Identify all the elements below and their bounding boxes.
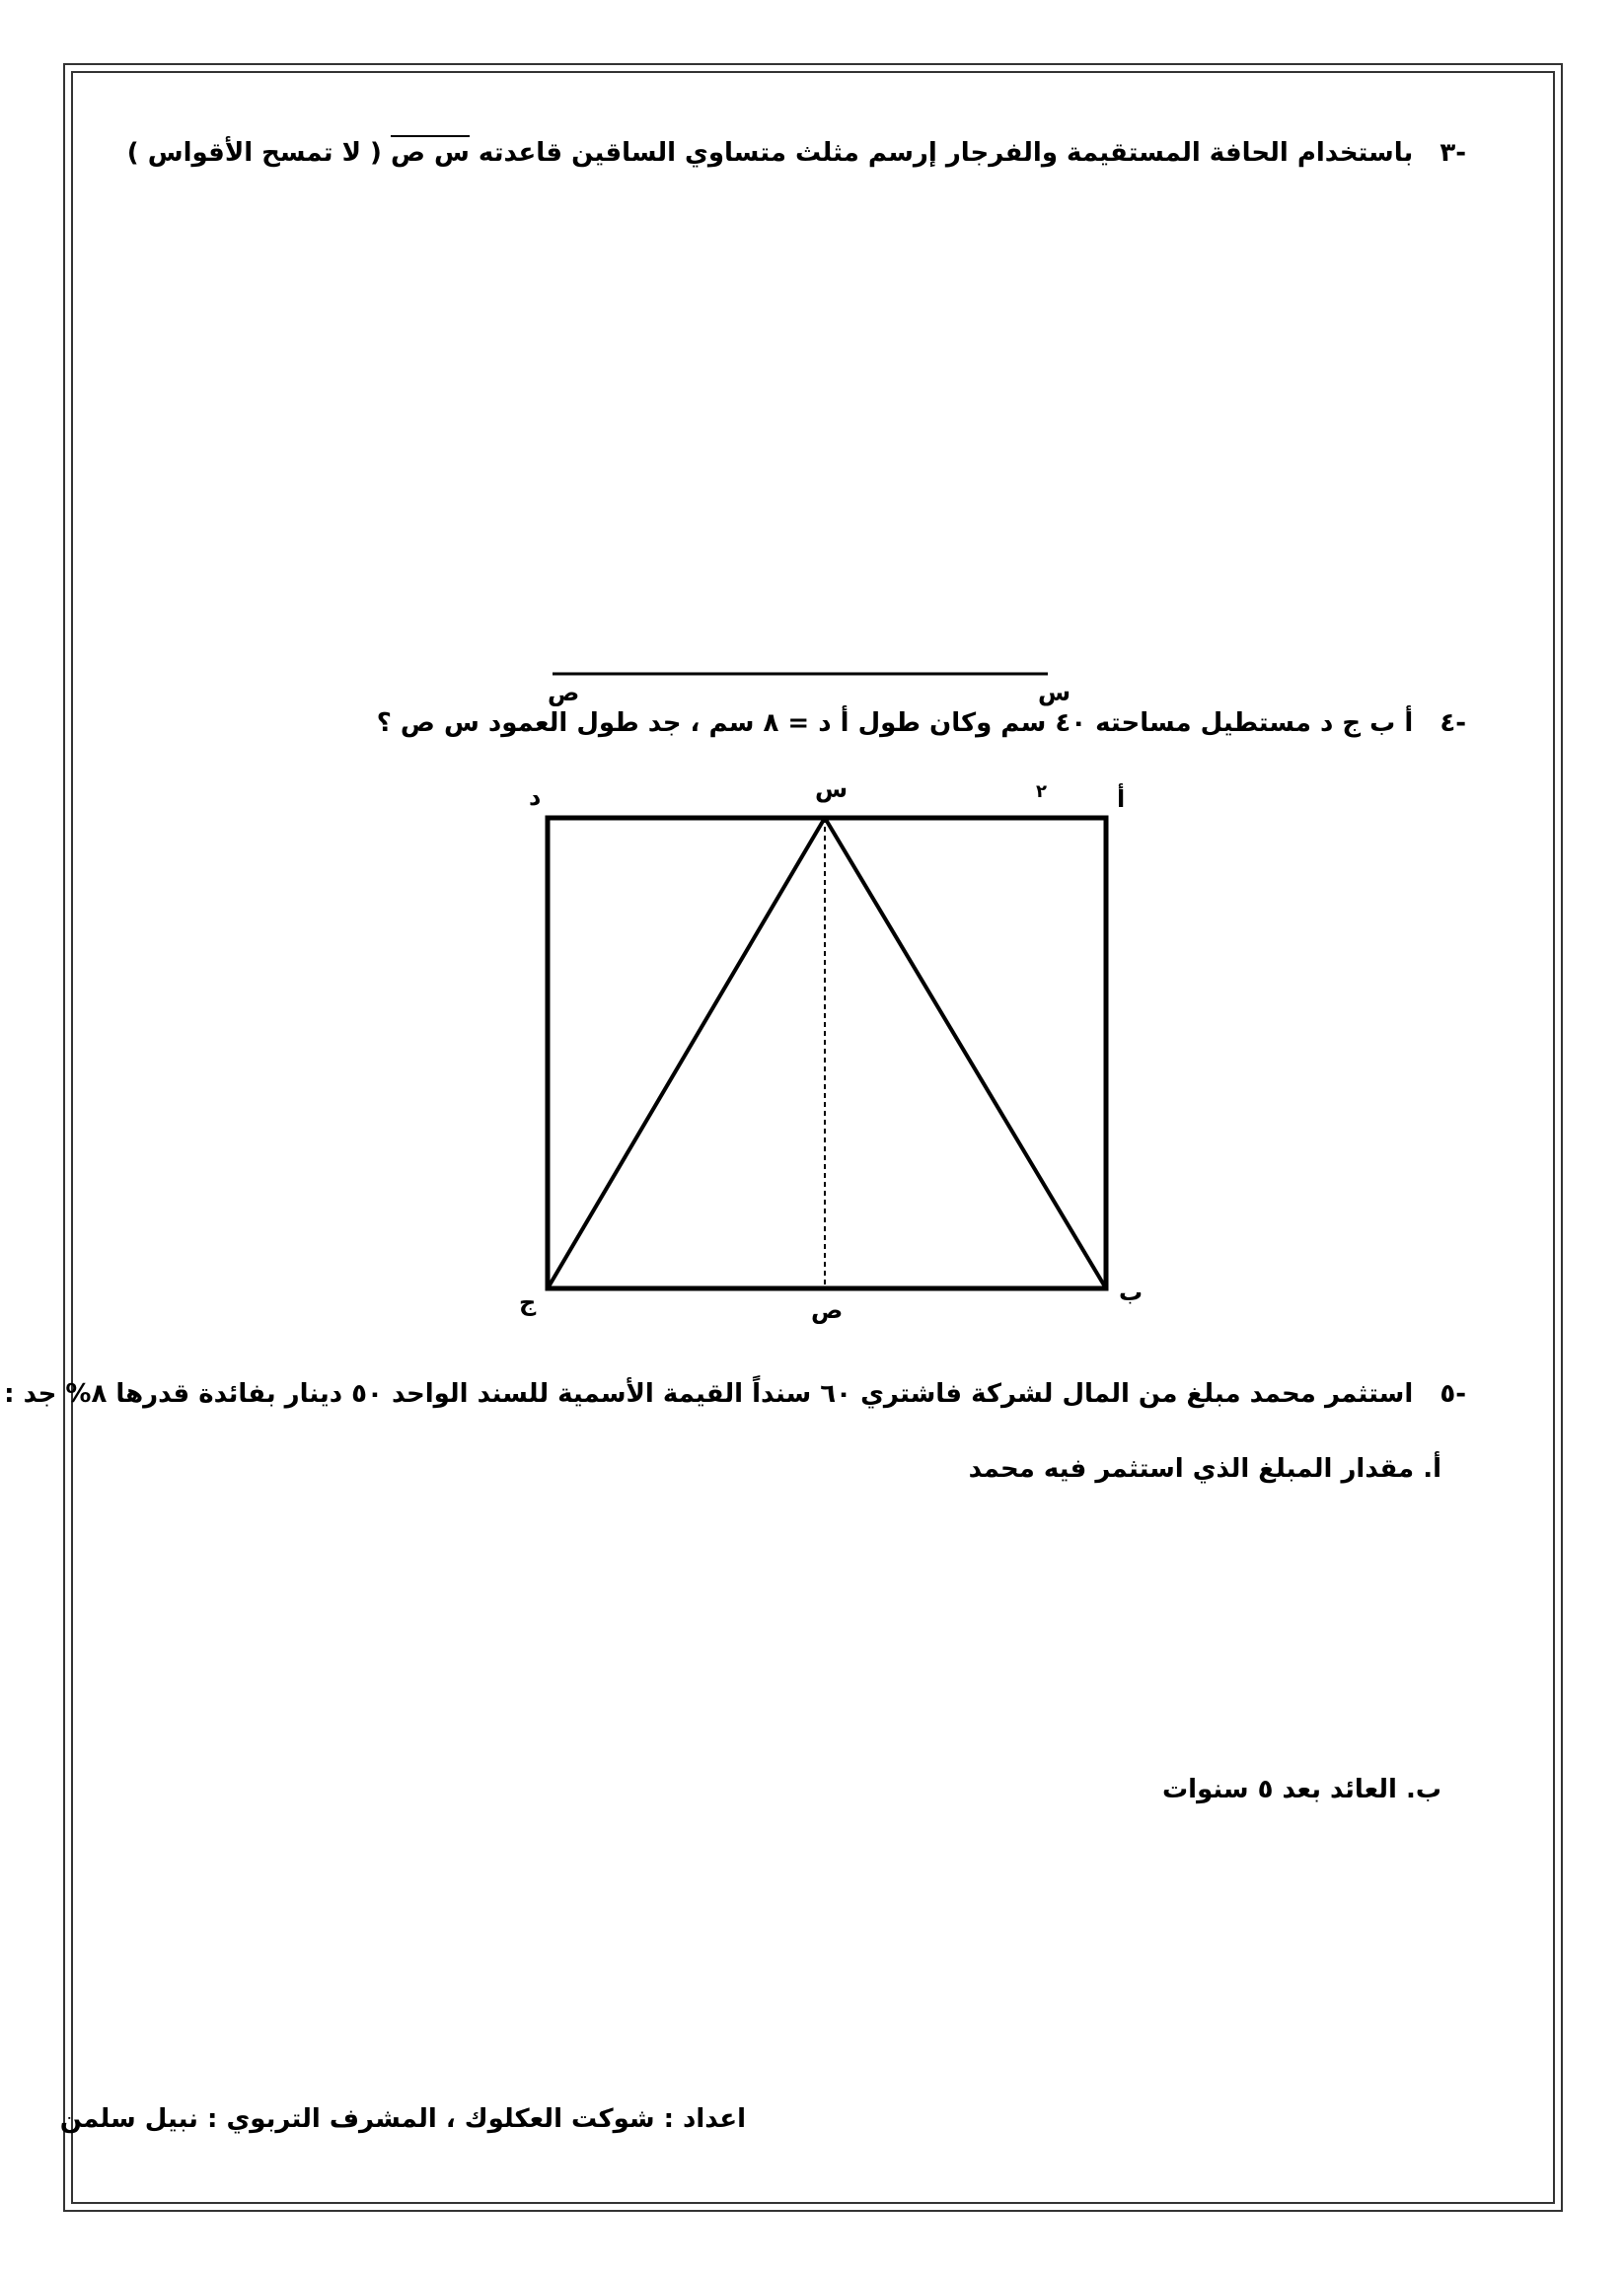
- vertex-label-j: ج: [519, 1288, 537, 1316]
- question-4-text: أ ب ج د مستطيل مساحته ٤٠ سم وكان طول أ د = ٨ سم ، جد طول العمود س ص ؟: [376, 708, 1414, 738]
- segment-label-left: ص: [548, 679, 580, 706]
- triangle-side-right: [825, 818, 1106, 1288]
- triangle-side-left: [548, 818, 825, 1288]
- question-5: [4, 1379, 1466, 1409]
- question-4-number: -٤: [1439, 708, 1466, 738]
- vertex-label-s: س: [815, 775, 849, 803]
- vertex-label-a: أ: [1117, 785, 1126, 813]
- question-3-note: ( لا تمسح الأقواس ): [126, 138, 382, 168]
- question-5-part-a: أ. مقدار المبلغ الذي استثمر فيه محمد: [968, 1454, 1441, 1484]
- question-3-base: س ص: [391, 135, 470, 168]
- question-5-text: استثمر محمد مبلغ من المال لشركة فاشتري ٦٠ سنداً القيمة الأسمية للسند الواحد ٥٠ دينار بفائدة قدرها ٨% جد :: [4, 1379, 1414, 1409]
- footer-credits: اعداد : شوكت العكلوك ، المشرف التربوي : نبيل سلمن: [59, 2104, 746, 2134]
- segment-label-right: س: [1038, 679, 1071, 706]
- length-mark: ٢: [1036, 781, 1047, 802]
- question-5-part-b: ب. العائد بعد ٥ سنوات: [1162, 1775, 1441, 1804]
- vertex-label-d: د: [529, 783, 542, 811]
- vertex-label-p: ص: [811, 1296, 844, 1324]
- rectangle-abjd: [548, 818, 1106, 1288]
- question-5-number: -٥: [1439, 1379, 1466, 1409]
- question-3-text: باستخدام الحافة المستقيمة والفرجار إرسم مثلث متساوي الساقين قاعدته: [478, 138, 1414, 168]
- question-3-number: -٣: [1439, 138, 1466, 168]
- question-4: [377, 708, 1466, 738]
- vertex-label-b: ب: [1119, 1279, 1144, 1306]
